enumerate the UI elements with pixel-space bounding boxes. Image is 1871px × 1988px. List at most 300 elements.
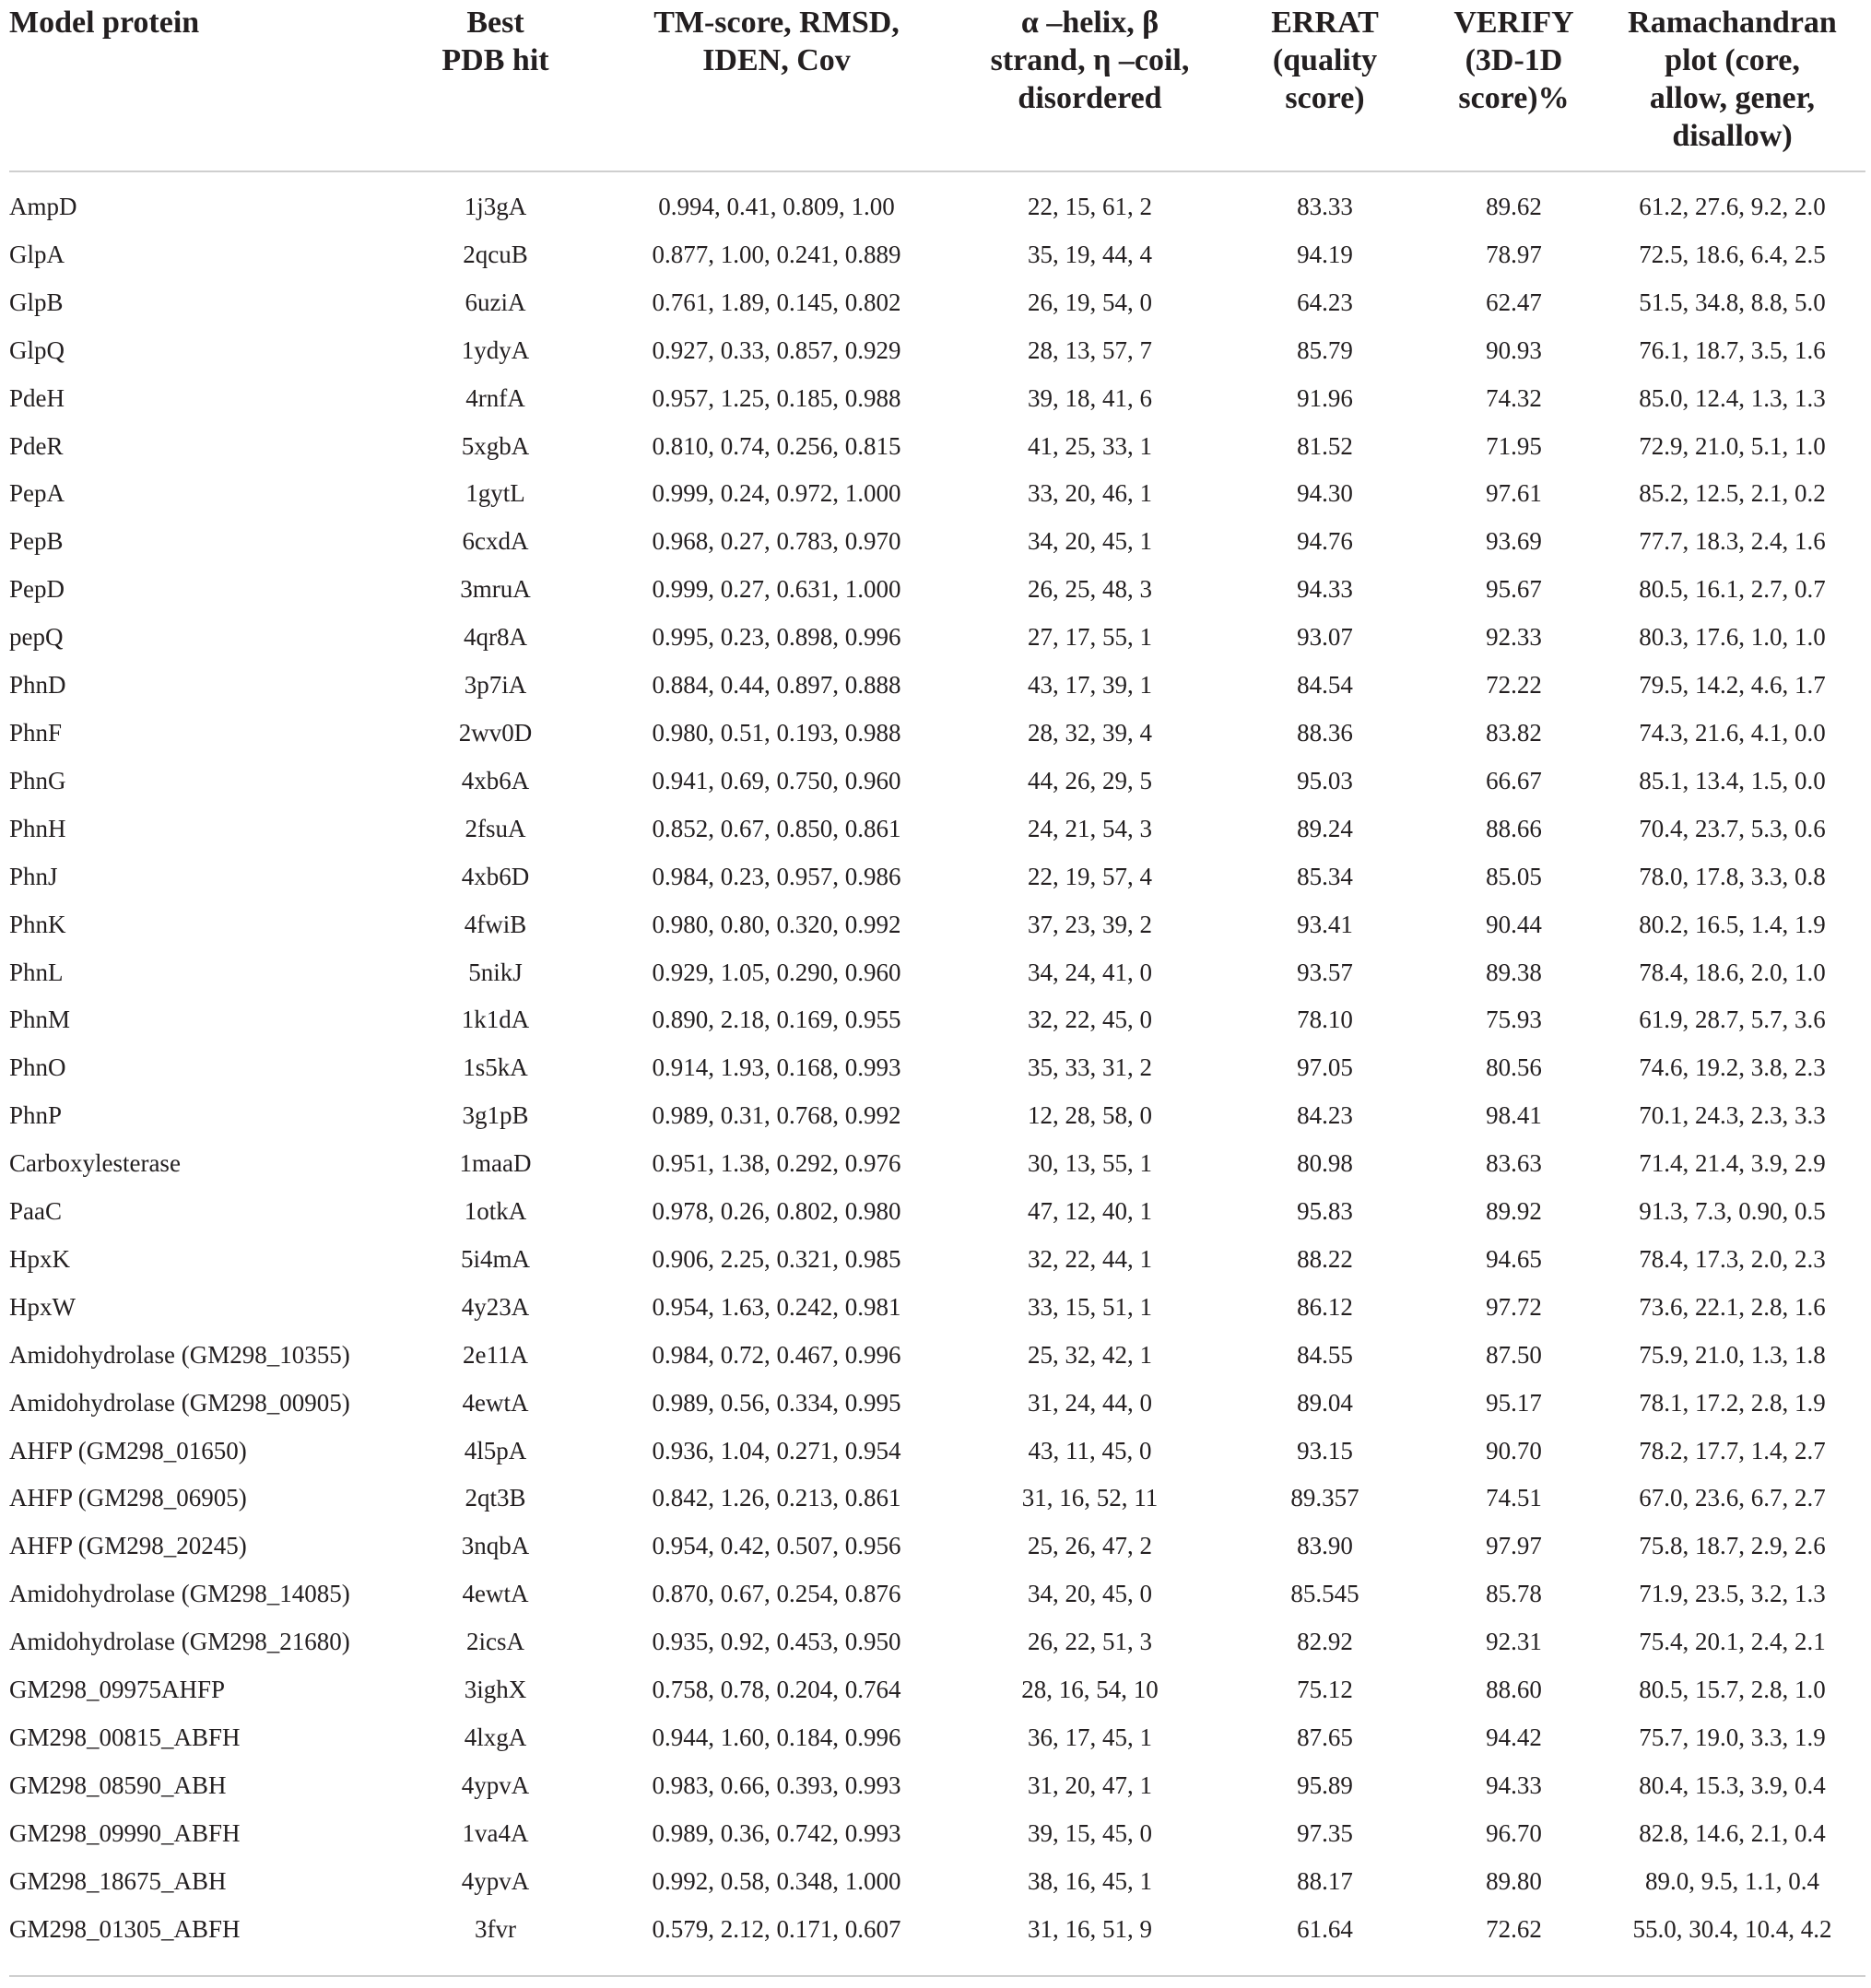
- errat-cell: 84.23: [1297, 1101, 1353, 1130]
- verify-cell: 89.38: [1486, 958, 1542, 986]
- tm-score-cell: 0.927, 0.33, 0.857, 0.929: [652, 335, 901, 364]
- ramachandran-cell: 76.1, 18.7, 3.5, 1.6: [1639, 335, 1826, 364]
- table-row: [9, 1714, 1865, 1762]
- ramachandran-cell: 82.8, 14.6, 2.1, 0.4: [1639, 1818, 1826, 1847]
- secondary-structure-cell: 31, 20, 47, 1: [1028, 1770, 1152, 1799]
- pdb-hit-cell: 2fsuA: [465, 814, 526, 842]
- pdb-hit-cell: 5nikJ: [468, 958, 523, 986]
- ramachandran-cell: 80.5, 15.7, 2.8, 1.0: [1639, 1676, 1826, 1704]
- table-row: [9, 375, 1865, 423]
- ramachandran-cell: 70.4, 23.7, 5.3, 0.6: [1639, 814, 1826, 842]
- ramachandran-cell: 80.4, 15.3, 3.9, 0.4: [1639, 1770, 1826, 1799]
- ramachandran-cell: 74.6, 19.2, 3.8, 2.3: [1639, 1053, 1826, 1082]
- table-row: [9, 1188, 1865, 1236]
- pdb-hit-cell: 1s5kA: [463, 1053, 528, 1082]
- model-protein-cell: PhnP: [9, 1101, 63, 1130]
- pdb-hit-cell: 2qcuB: [463, 240, 528, 268]
- errat-cell: 94.76: [1297, 527, 1353, 556]
- pdb-hit-cell: 3fvr: [475, 1914, 516, 1943]
- model-protein-cell: Amidohydrolase (GM298_00905): [9, 1388, 350, 1417]
- secondary-structure-cell: 32, 22, 44, 1: [1028, 1244, 1152, 1273]
- ramachandran-cell: 72.5, 18.6, 6.4, 2.5: [1639, 240, 1826, 268]
- tm-score-cell: 0.999, 0.24, 0.972, 1.000: [652, 479, 901, 508]
- secondary-structure-cell: 44, 26, 29, 5: [1028, 766, 1152, 794]
- header-row: [9, 0, 1865, 171]
- secondary-structure-cell: 31, 24, 44, 0: [1028, 1388, 1152, 1417]
- model-protein-cell: GM298_09990_ABFH: [9, 1818, 241, 1847]
- table-row: [9, 1236, 1865, 1284]
- table-row: [9, 279, 1865, 327]
- model-protein-cell: HpxK: [9, 1244, 70, 1273]
- errat-cell: 95.83: [1297, 1197, 1353, 1226]
- table-row: [9, 662, 1865, 710]
- ramachandran-cell: 75.8, 18.7, 2.9, 2.6: [1639, 1532, 1826, 1560]
- tm-score-cell: 0.906, 2.25, 0.321, 0.985: [652, 1244, 901, 1273]
- table-row: [9, 1523, 1865, 1570]
- tm-score-cell: 0.951, 1.38, 0.292, 0.976: [652, 1149, 901, 1178]
- tm-score-cell: 0.978, 0.26, 0.802, 0.980: [652, 1197, 901, 1226]
- table-row: [9, 996, 1865, 1044]
- secondary-structure-cell: 32, 22, 45, 0: [1028, 1006, 1152, 1034]
- ramachandran-cell: 80.5, 16.1, 2.7, 0.7: [1639, 575, 1826, 604]
- verify-cell: 83.63: [1486, 1149, 1542, 1178]
- table-row: [9, 423, 1865, 471]
- errat-cell: 94.30: [1297, 479, 1353, 508]
- errat-cell: 64.23: [1297, 288, 1353, 316]
- table-row: [9, 1284, 1865, 1332]
- errat-cell: 95.89: [1297, 1770, 1353, 1799]
- tm-score-cell: 0.984, 0.72, 0.467, 0.996: [652, 1340, 901, 1369]
- errat-cell: 85.34: [1297, 862, 1353, 890]
- model-protein-cell: PdeR: [9, 431, 64, 460]
- secondary-structure-cell: 35, 33, 31, 2: [1028, 1053, 1152, 1082]
- ramachandran-cell: 67.0, 23.6, 6.7, 2.7: [1639, 1484, 1826, 1512]
- secondary-structure-cell: 34, 24, 41, 0: [1028, 958, 1152, 986]
- pdb-hit-cell: 1k1dA: [461, 1006, 530, 1034]
- verify-cell: 90.44: [1486, 910, 1542, 938]
- table-row: [9, 327, 1865, 375]
- secondary-structure-cell: 33, 20, 46, 1: [1028, 479, 1152, 508]
- verify-cell: 93.69: [1486, 527, 1542, 556]
- errat-cell: 97.05: [1297, 1053, 1353, 1082]
- table-row: [9, 1475, 1865, 1523]
- ramachandran-cell: 85.1, 13.4, 1.5, 0.0: [1639, 766, 1826, 794]
- tm-score-header: TM-score, RMSD, IDEN, Cov: [594, 0, 959, 171]
- verify-cell: 85.05: [1486, 862, 1542, 890]
- model-protein-cell: Amidohydrolase (GM298_10355): [9, 1340, 350, 1369]
- errat-cell: 89.24: [1297, 814, 1353, 842]
- pdb-hit-cell: 1otkA: [464, 1197, 527, 1226]
- verify-cell: 89.80: [1486, 1866, 1542, 1895]
- tm-score-cell: 0.980, 0.51, 0.193, 0.988: [652, 718, 901, 747]
- verify-cell: 95.17: [1486, 1388, 1542, 1417]
- pdb-hit-cell: 3nqbA: [461, 1532, 530, 1560]
- model-protein-cell: PhnM: [9, 1006, 71, 1034]
- model-protein-cell: GM298_08590_ABH: [9, 1770, 227, 1799]
- secondary-structure-cell: 22, 15, 61, 2: [1028, 193, 1152, 220]
- ramachandran-cell: 71.9, 23.5, 3.2, 1.3: [1639, 1580, 1826, 1608]
- table-row: [9, 1380, 1865, 1428]
- tm-score-cell: 0.852, 0.67, 0.850, 0.861: [652, 814, 901, 842]
- pdb-hit-cell: 4qr8A: [464, 623, 527, 652]
- secondary-structure-cell: 24, 21, 54, 3: [1028, 814, 1152, 842]
- errat-cell: 86.12: [1297, 1292, 1353, 1321]
- secondary-structure-cell: 47, 12, 40, 1: [1028, 1197, 1152, 1226]
- secondary-structure-cell: 34, 20, 45, 1: [1028, 527, 1152, 556]
- ramachandran-cell: 78.4, 18.6, 2.0, 1.0: [1639, 958, 1826, 986]
- verify-cell: 94.33: [1486, 1770, 1542, 1799]
- pdb-hit-cell: 1maaD: [459, 1149, 532, 1178]
- ramachandran-cell: 73.6, 22.1, 2.8, 1.6: [1639, 1292, 1826, 1321]
- tm-score-cell: 0.935, 0.92, 0.453, 0.950: [652, 1628, 901, 1656]
- tm-score-cell: 0.870, 0.67, 0.254, 0.876: [652, 1580, 901, 1608]
- model-protein-cell: HpxW: [9, 1292, 76, 1321]
- table-row: [9, 1666, 1865, 1714]
- table-row: [9, 1618, 1865, 1666]
- verify-cell: 90.70: [1486, 1436, 1542, 1465]
- pdb-hit-cell: 1j3gA: [464, 193, 527, 220]
- errat-cell: 84.55: [1297, 1340, 1353, 1369]
- ramachandran-cell: 55.0, 30.4, 10.4, 4.2: [1632, 1914, 1832, 1943]
- verify-cell: 94.65: [1486, 1244, 1542, 1273]
- pdb-hit-cell: 6uziA: [465, 288, 526, 316]
- secondary-structure-cell: 43, 17, 39, 1: [1028, 671, 1152, 700]
- table-row: [9, 901, 1865, 949]
- errat-cell: 83.33: [1297, 193, 1353, 220]
- verify-cell: 85.78: [1486, 1580, 1542, 1608]
- errat-cell: 84.54: [1297, 671, 1353, 700]
- model-protein-cell: PepB: [9, 527, 64, 556]
- secondary-structure-cell: 35, 19, 44, 4: [1028, 240, 1152, 268]
- tm-score-cell: 0.954, 1.63, 0.242, 0.981: [652, 1292, 901, 1321]
- model-protein-cell: GlpB: [9, 288, 64, 316]
- tm-score-cell: 0.957, 1.25, 0.185, 0.988: [652, 383, 901, 412]
- errat-cell: 93.41: [1297, 910, 1353, 938]
- secondary-structure-cell: 28, 13, 57, 7: [1028, 335, 1152, 364]
- verify-cell: 66.67: [1486, 766, 1542, 794]
- errat-cell: 93.57: [1297, 958, 1353, 986]
- pdb-hit-cell: 3mruA: [460, 575, 531, 604]
- table-row: [9, 1762, 1865, 1810]
- table-row: [9, 614, 1865, 662]
- pdb-hit-cell: 2e11A: [463, 1340, 528, 1369]
- model-protein-cell: PaaC: [9, 1197, 62, 1226]
- secondary-structure-cell: 26, 19, 54, 0: [1028, 288, 1152, 316]
- verify-cell: 83.82: [1486, 718, 1542, 747]
- model-protein-cell: Amidohydrolase (GM298_14085): [9, 1580, 350, 1608]
- secondary-structure-cell: 27, 17, 55, 1: [1028, 623, 1152, 652]
- model-protein-cell: PhnJ: [9, 862, 58, 890]
- tm-score-cell: 0.954, 0.42, 0.507, 0.956: [652, 1532, 901, 1560]
- errat-cell: 85.79: [1297, 335, 1353, 364]
- model-protein-cell: Amidohydrolase (GM298_21680): [9, 1628, 350, 1656]
- errat-header: ERRAT (quality score): [1221, 0, 1429, 171]
- secondary-structure-cell: 39, 18, 41, 6: [1028, 383, 1152, 412]
- model-protein-cell: GM298_18675_ABH: [9, 1866, 227, 1895]
- verify-cell: 92.33: [1486, 623, 1542, 652]
- secondary-structure-cell: 28, 32, 39, 4: [1028, 718, 1152, 747]
- secondary-structure-cell: 43, 11, 45, 0: [1028, 1436, 1152, 1465]
- table-row: [9, 710, 1865, 758]
- errat-cell: 97.35: [1297, 1818, 1353, 1847]
- errat-cell: 80.98: [1297, 1149, 1353, 1178]
- table-row: [9, 1810, 1865, 1858]
- model-protein-cell: PdeH: [9, 383, 65, 412]
- table-bottom-rule: [9, 1975, 1865, 1977]
- verify-cell: 62.47: [1486, 288, 1542, 316]
- pdb-hit-cell: 4ypvA: [461, 1866, 530, 1895]
- ramachandran-cell: 70.1, 24.3, 2.3, 3.3: [1639, 1101, 1826, 1130]
- verify-cell: 72.22: [1486, 671, 1542, 700]
- pdb-hit-cell: 5xgbA: [461, 431, 530, 460]
- pdb-hit-cell: 2qt3B: [465, 1484, 526, 1512]
- pdb-hit-cell: 4y23A: [461, 1292, 530, 1321]
- errat-cell: 94.19: [1297, 240, 1353, 268]
- pdb-hit-cell: 4fwiB: [464, 910, 527, 938]
- verify-cell: 95.67: [1486, 575, 1542, 604]
- tm-score-cell: 0.936, 1.04, 0.271, 0.954: [652, 1436, 901, 1465]
- model-protein-cell: PhnO: [9, 1053, 66, 1082]
- verify-cell: 75.93: [1486, 1006, 1542, 1034]
- model-protein-cell: GlpA: [9, 240, 65, 268]
- verify-cell: 78.97: [1486, 240, 1542, 268]
- errat-cell: 82.92: [1297, 1628, 1353, 1656]
- errat-cell: 87.65: [1297, 1723, 1353, 1751]
- table-row: [9, 518, 1865, 566]
- verify-cell: 90.93: [1486, 335, 1542, 364]
- tm-score-cell: 0.980, 0.80, 0.320, 0.992: [652, 910, 901, 938]
- errat-cell: 95.03: [1297, 766, 1353, 794]
- model-protein-cell: GM298_01305_ABFH: [9, 1914, 241, 1943]
- verify-cell: 72.62: [1486, 1914, 1542, 1943]
- table-body: [9, 171, 1865, 1954]
- secondary-structure-cell: 34, 20, 45, 0: [1028, 1580, 1152, 1608]
- pdb-hit-cell: 3p7iA: [464, 671, 527, 700]
- verify-cell: 89.62: [1486, 193, 1542, 220]
- secondary-structure-cell: 28, 16, 54, 10: [1021, 1676, 1159, 1704]
- model-protein-cell: PhnD: [9, 671, 66, 700]
- verify-cell: 88.60: [1486, 1676, 1542, 1704]
- secondary-structure-cell: 12, 28, 58, 0: [1028, 1101, 1152, 1130]
- tm-score-cell: 0.983, 0.66, 0.393, 0.993: [652, 1770, 901, 1799]
- secondary-structure-cell: 30, 13, 55, 1: [1028, 1149, 1152, 1178]
- verify-cell: 96.70: [1486, 1818, 1542, 1847]
- table-row: [9, 1428, 1865, 1476]
- model-protein-cell: GlpQ: [9, 335, 65, 364]
- verify-cell: 80.56: [1486, 1053, 1542, 1082]
- errat-cell: 94.33: [1297, 575, 1353, 604]
- model-protein-cell: AHFP (GM298_06905): [9, 1484, 247, 1512]
- best-pdb-hit-header: Best PDB hit: [396, 0, 594, 171]
- verify-cell: 74.32: [1486, 383, 1542, 412]
- secondary-structure-cell: 36, 17, 45, 1: [1028, 1723, 1152, 1751]
- tm-score-cell: 0.999, 0.27, 0.631, 1.000: [652, 575, 901, 604]
- secondary-structure-header: α –helix, β strand, η –coil, disordered: [959, 0, 1221, 171]
- secondary-structure-cell: 39, 15, 45, 0: [1028, 1818, 1152, 1847]
- tm-score-cell: 0.989, 0.56, 0.334, 0.995: [652, 1388, 901, 1417]
- model-protein-cell: PhnH: [9, 814, 66, 842]
- tm-score-cell: 0.884, 0.44, 0.897, 0.888: [652, 671, 901, 700]
- verify-cell: 94.42: [1486, 1723, 1542, 1751]
- model-protein-cell: GM298_09975AHFP: [9, 1676, 226, 1704]
- table-row: [9, 566, 1865, 614]
- tm-score-cell: 0.877, 1.00, 0.241, 0.889: [652, 240, 901, 268]
- pdb-hit-cell: 4ewtA: [462, 1388, 529, 1417]
- pdb-hit-cell: 4xb6D: [461, 862, 530, 890]
- ramachandran-cell: 78.0, 17.8, 3.3, 0.8: [1639, 862, 1826, 890]
- secondary-structure-cell: 41, 25, 33, 1: [1028, 431, 1152, 460]
- ramachandran-cell: 91.3, 7.3, 0.90, 0.5: [1639, 1197, 1826, 1226]
- pdb-hit-cell: 1ydyA: [461, 335, 530, 364]
- model-protein-cell: PhnK: [9, 910, 66, 938]
- ramachandran-cell: 80.2, 16.5, 1.4, 1.9: [1639, 910, 1826, 938]
- ramachandran-cell: 78.2, 17.7, 1.4, 2.7: [1639, 1436, 1826, 1465]
- secondary-structure-cell: 33, 15, 51, 1: [1028, 1292, 1152, 1321]
- tm-score-cell: 0.890, 2.18, 0.169, 0.955: [652, 1006, 901, 1034]
- ramachandran-cell: 75.9, 21.0, 1.3, 1.8: [1639, 1340, 1826, 1369]
- secondary-structure-cell: 26, 22, 51, 3: [1028, 1628, 1152, 1656]
- model-protein-cell: PepA: [9, 479, 65, 508]
- errat-cell: 78.10: [1297, 1006, 1353, 1034]
- ramachandran-cell: 75.7, 19.0, 3.3, 1.9: [1639, 1723, 1826, 1751]
- verify-header: VERIFY (3D-1D score)%: [1429, 0, 1599, 171]
- pdb-hit-cell: 3ighX: [464, 1676, 527, 1704]
- secondary-structure-cell: 37, 23, 39, 2: [1028, 910, 1152, 938]
- ramachandran-cell: 85.2, 12.5, 2.1, 0.2: [1639, 479, 1826, 508]
- tm-score-cell: 0.761, 1.89, 0.145, 0.802: [652, 288, 901, 316]
- pdb-hit-cell: 3g1pB: [462, 1101, 529, 1130]
- table-row: [9, 1570, 1865, 1618]
- verify-cell: 97.72: [1486, 1292, 1542, 1321]
- ramachandran-cell: 75.4, 20.1, 2.4, 2.1: [1639, 1628, 1826, 1656]
- table-row: [9, 231, 1865, 279]
- secondary-structure-cell: 22, 19, 57, 4: [1028, 862, 1152, 890]
- secondary-structure-cell: 38, 16, 45, 1: [1028, 1866, 1152, 1895]
- tm-score-cell: 0.995, 0.23, 0.898, 0.996: [652, 623, 901, 652]
- pdb-hit-cell: 4xb6A: [461, 766, 530, 794]
- protein-model-table: [9, 0, 1865, 1954]
- tm-score-cell: 0.968, 0.27, 0.783, 0.970: [652, 527, 901, 556]
- table-row: [9, 1906, 1865, 1954]
- table-row: [9, 1044, 1865, 1092]
- pdb-hit-cell: 1gytL: [465, 479, 525, 508]
- verify-cell: 98.41: [1486, 1101, 1542, 1130]
- ramachandran-cell: 78.4, 17.3, 2.0, 2.3: [1639, 1244, 1826, 1273]
- model-protein-cell: pepQ: [9, 623, 64, 652]
- ramachandran-cell: 74.3, 21.6, 4.1, 0.0: [1639, 718, 1826, 747]
- model-protein-cell: GM298_00815_ABFH: [9, 1723, 241, 1751]
- ramachandran-cell: 77.7, 18.3, 2.4, 1.6: [1639, 527, 1826, 556]
- ramachandran-cell: 71.4, 21.4, 3.9, 2.9: [1639, 1149, 1826, 1178]
- pdb-hit-cell: 2wv0D: [458, 718, 533, 747]
- errat-cell: 88.36: [1297, 718, 1353, 747]
- table-row: [9, 758, 1865, 806]
- model-protein-cell: PepD: [9, 575, 65, 604]
- model-protein-cell: PhnF: [9, 718, 63, 747]
- table-row: [9, 853, 1865, 901]
- pdb-hit-cell: 4ewtA: [462, 1580, 529, 1608]
- errat-cell: 85.545: [1290, 1580, 1359, 1608]
- protein-model-table-container: [9, 0, 1865, 1954]
- tm-score-cell: 0.579, 2.12, 0.171, 0.607: [652, 1914, 901, 1943]
- model-protein-cell: PhnL: [9, 958, 64, 986]
- errat-cell: 81.52: [1297, 431, 1353, 460]
- pdb-hit-cell: 4rnfA: [465, 383, 525, 412]
- ramachandran-cell: 78.1, 17.2, 2.8, 1.9: [1639, 1388, 1826, 1417]
- model-protein-cell: AmpD: [9, 193, 77, 220]
- spacer-row: [9, 171, 1865, 183]
- errat-cell: 93.07: [1297, 623, 1353, 652]
- ramachandran-cell: 61.2, 27.6, 9.2, 2.0: [1639, 193, 1826, 220]
- model-protein-cell: PhnG: [9, 766, 66, 794]
- model-protein-cell: AHFP (GM298_20245): [9, 1532, 247, 1560]
- pdb-hit-cell: 4lxgA: [464, 1723, 527, 1751]
- table-row: [9, 1092, 1865, 1140]
- errat-cell: 89.04: [1297, 1388, 1353, 1417]
- tm-score-cell: 0.992, 0.58, 0.348, 1.000: [652, 1866, 901, 1895]
- pdb-hit-cell: 4l5pA: [464, 1436, 527, 1465]
- secondary-structure-cell: 31, 16, 52, 11: [1021, 1484, 1159, 1512]
- ramachandran-cell: 51.5, 34.8, 8.8, 5.0: [1639, 288, 1826, 316]
- pdb-hit-cell: 1va4A: [462, 1818, 529, 1847]
- model-protein-header: Model protein: [9, 0, 396, 171]
- ramachandran-cell: 61.9, 28.7, 5.7, 3.6: [1639, 1006, 1826, 1034]
- ramachandran-cell: 80.3, 17.6, 1.0, 1.0: [1639, 623, 1826, 652]
- table-header: [9, 0, 1865, 171]
- secondary-structure-cell: 31, 16, 51, 9: [1028, 1914, 1152, 1943]
- tm-score-cell: 0.994, 0.41, 0.809, 1.00: [658, 193, 895, 220]
- errat-cell: 93.15: [1297, 1436, 1353, 1465]
- tm-score-cell: 0.810, 0.74, 0.256, 0.815: [652, 431, 901, 460]
- pdb-hit-cell: 6cxdA: [462, 527, 529, 556]
- verify-cell: 92.31: [1486, 1628, 1542, 1656]
- tm-score-cell: 0.842, 1.26, 0.213, 0.861: [652, 1484, 901, 1512]
- errat-cell: 91.96: [1297, 383, 1353, 412]
- table-row: [9, 806, 1865, 853]
- table-row: [9, 1332, 1865, 1380]
- verify-cell: 89.92: [1486, 1197, 1542, 1226]
- errat-cell: 88.17: [1297, 1866, 1353, 1895]
- tm-score-cell: 0.989, 0.31, 0.768, 0.992: [652, 1101, 901, 1130]
- pdb-hit-cell: 2icsA: [466, 1628, 524, 1656]
- model-protein-cell: AHFP (GM298_01650): [9, 1436, 247, 1465]
- errat-cell: 83.90: [1297, 1532, 1353, 1560]
- verify-cell: 74.51: [1486, 1484, 1542, 1512]
- table-row: [9, 1140, 1865, 1188]
- verify-cell: 88.66: [1486, 814, 1542, 842]
- table-row: [9, 949, 1865, 997]
- pdb-hit-cell: 4ypvA: [461, 1770, 530, 1799]
- verify-cell: 97.61: [1486, 479, 1542, 508]
- pdb-hit-cell: 5i4mA: [460, 1244, 530, 1273]
- secondary-structure-cell: 25, 32, 42, 1: [1028, 1340, 1152, 1369]
- ramachandran-header: Ramachandran plot (core, allow, gener, disallow): [1599, 0, 1865, 171]
- model-protein-cell: Carboxylesterase: [9, 1149, 181, 1178]
- table-row: [9, 470, 1865, 518]
- tm-score-cell: 0.984, 0.23, 0.957, 0.986: [652, 862, 901, 890]
- tm-score-cell: 0.929, 1.05, 0.290, 0.960: [652, 958, 901, 986]
- table-row: [9, 1858, 1865, 1906]
- verify-cell: 87.50: [1486, 1340, 1542, 1369]
- secondary-structure-cell: 25, 26, 47, 2: [1028, 1532, 1152, 1560]
- verify-cell: 71.95: [1486, 431, 1542, 460]
- errat-cell: 75.12: [1297, 1676, 1353, 1704]
- errat-cell: 88.22: [1297, 1244, 1353, 1273]
- tm-score-cell: 0.989, 0.36, 0.742, 0.993: [652, 1818, 901, 1847]
- ramachandran-cell: 72.9, 21.0, 5.1, 1.0: [1639, 431, 1826, 460]
- ramachandran-cell: 89.0, 9.5, 1.1, 0.4: [1645, 1866, 1819, 1895]
- tm-score-cell: 0.941, 0.69, 0.750, 0.960: [652, 766, 901, 794]
